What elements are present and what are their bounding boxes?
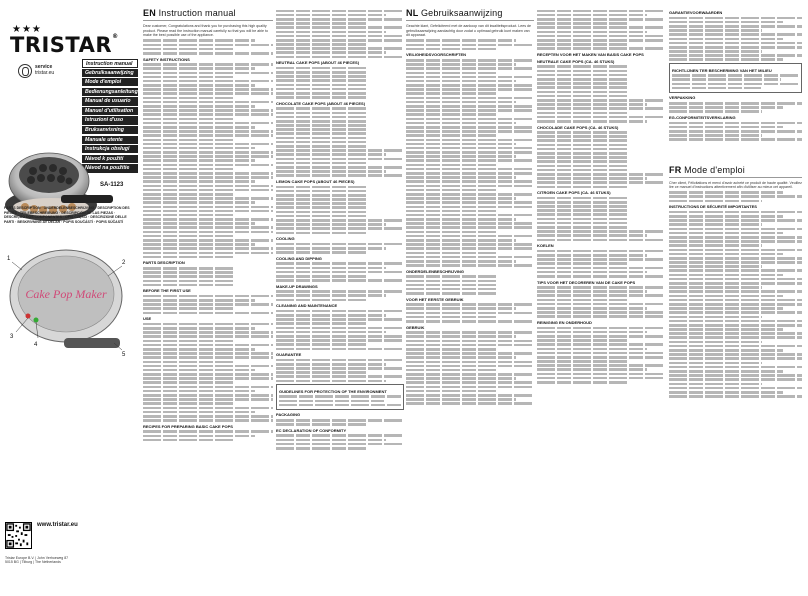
section-heading: COOLING (276, 236, 295, 242)
language-code: NL (406, 8, 419, 18)
menu-item: Mode d'emploi (82, 78, 138, 87)
service-icon (18, 64, 32, 78)
column-nl-2 (537, 8, 665, 594)
menu-item: Manuel d'utilisation (82, 107, 138, 116)
svg-text:5: 5 (122, 352, 126, 358)
qr-code (5, 522, 32, 549)
column-nl-fr (669, 8, 802, 594)
section-heading: USE (143, 316, 152, 322)
section-heading: NEUTRALE CAKE POPS (CA. 46 STUKS) (537, 58, 615, 64)
section-heading: GEBRUIK (406, 324, 425, 330)
language-code: EN (143, 8, 156, 18)
svg-text:3: 3 (10, 334, 14, 340)
intro-text: Dear customer, Congratulations and thank you for purchasing this high quality product. Please read the instruction manual carefully so that you will be able to make the best possible use of the appliance. (143, 24, 269, 38)
appliance-diagram (4, 240, 128, 360)
column-en-1 (143, 8, 273, 594)
address-line: 5015 BG | Tilburg | The Netherlands (5, 560, 61, 565)
menu-item: Návod na použitie (82, 164, 138, 173)
product-logo: Cake Pop Maker (25, 287, 107, 301)
environment-notice (669, 63, 802, 93)
section-heading: MAKE-UP DRAWINGS (276, 283, 318, 289)
tristar-logo (10, 33, 119, 57)
column-en-2 (276, 8, 404, 594)
section-heading: SAFETY INSTRUCTIONS (143, 56, 190, 62)
menu-item: Manuale utente (82, 136, 138, 145)
section-heading: VEILIGHEIDSVOORSCHRIFTEN (406, 52, 467, 58)
menu-item: Manual de usuario (82, 97, 138, 106)
svg-text:2: 2 (122, 260, 126, 266)
menu-item: Bedienungsanleitung (82, 88, 138, 97)
section-heading: LEMON CAKE POPS (ABOUT 46 PIECES) (276, 178, 355, 184)
company-address (5, 556, 133, 565)
section-heading: CLEANING AND MAINTENANCE (276, 303, 338, 309)
tristar-logo-text: TRISTAR (10, 33, 113, 57)
section-heading: NEUTRAL CAKE POPS (ABOUT 46 PIECES) (276, 60, 360, 66)
section-heading: CHOCOLADE CAKE POPS (CA. 46 STUKS) (537, 124, 619, 130)
section-heading: VERPAKKING (669, 95, 696, 101)
manual-title: Mode d'emploi (684, 164, 745, 175)
section-heading: REINIGING EN ONDERHOUD (537, 320, 592, 325)
manual-title: Gebruiksaanwijzing (420, 8, 503, 18)
column-header (143, 8, 273, 21)
service-label: service (35, 64, 53, 70)
model-number: SA-1123 (100, 182, 124, 188)
section-heading: RECIPES FOR PREPARING BASIC CAKE POPS (143, 423, 233, 429)
section-heading: ONDERDELENBESCHRIJVING (406, 268, 465, 274)
menu-item: Instrukcja obsługi (82, 145, 138, 154)
parts-description-heading: PARTS DESCRIPTION · ONDERDELENBESCHRIJVING · DESCRIPTION DES PIÈCES · TEILEBESCHREIBUNG · DESCRIPCIÓN DE LAS PIEZAS · DESCRIÇÃO DOS COMPONENTES · OPIS CZĘŚCI · DESCRIZIONE DELLE PARTI · BESKRIVNING AV DELAR · POPIS SOUČÁSTÍ · POPIS SÚČASTÍ (4, 206, 130, 224)
section-heading: GUIDELINES FOR PROTECTION OF THE ENVIRONMENT (279, 388, 387, 394)
section-heading: KOELEN (537, 243, 554, 249)
intro-text: Geachte klant, Gefeliciteerd met de aankoop van dit kwaliteitsproduct. Lees de gebruiksaanwijzing aandachtig door zodat u optimaal gebruik kunt maken van dit apparaat. (406, 24, 532, 38)
menu-item: Návod k použití (82, 155, 138, 164)
section-heading: VOOR HET EERSTE GEBRUIK (406, 296, 464, 302)
section-heading: PARTS DESCRIPTION (143, 260, 185, 266)
column-header (669, 165, 802, 178)
section-heading: EG-CONFORMITEITSVERKLARING (669, 114, 736, 120)
column-nl-1 (406, 8, 534, 594)
menu-item: Istruzioni d'uso (82, 116, 138, 125)
section-heading: CHOCOLATE CAKE POPS (ABOUT 46 PIECES) (276, 100, 366, 106)
intro-text: Cher client, Félicitations et merci d'avoir acheté ce produit de haute qualité. Veuillez lire ce manuel d'instructions attentivement afin d'utiliser au mieux cet appareil. (669, 180, 802, 190)
section-heading: INSTRUCTIONS DE SÉCURITÉ IMPORTANTES (669, 204, 757, 210)
section-heading: EC DECLARATION OF CONFORMITY (276, 427, 347, 433)
section-heading: COOLING AND DIPPING (276, 255, 322, 261)
section-heading: GUARANTEE (276, 352, 302, 358)
section-heading: RECEPTEN VOOR HET MAKEN VAN BASIS CAKE POPS (537, 51, 644, 57)
manual-title: Instruction manual (158, 8, 236, 18)
section-heading: RICHTLIJNEN TER BESCHERMING VAN HET MILIEU (672, 67, 772, 73)
language-code: FR (669, 164, 682, 175)
svg-text:1: 1 (7, 256, 11, 262)
registered-mark: ® (112, 33, 119, 40)
section-heading: GARANTIEVOORWAARDEN (669, 10, 723, 15)
section-heading: BEFORE THE FIRST USE (143, 288, 191, 294)
cover-column (0, 0, 136, 596)
brand-stars: ★★★ (12, 24, 42, 35)
column-header (406, 8, 534, 21)
menu-item: Gebruiksaanwijzing (82, 69, 138, 78)
address-line: Tristar Europe B.V. | John Verhoeweg 87 (5, 556, 69, 560)
service-url: tristar.eu (35, 70, 55, 76)
svg-text:4: 4 (34, 342, 38, 348)
menu-item: Bruksanvisning (82, 126, 138, 135)
environment-notice (276, 384, 404, 410)
section-heading: CITROEN CAKE POPS (CA. 46 STUKS) (537, 190, 611, 196)
section-heading: PACKAGING (276, 412, 301, 418)
qr-caption: www.tristar.eu (37, 522, 78, 528)
section-heading: TIPS VOOR HET DECOREREN VAN DE CAKE POPS (537, 279, 636, 285)
menu-item: Instruction manual (82, 59, 138, 68)
